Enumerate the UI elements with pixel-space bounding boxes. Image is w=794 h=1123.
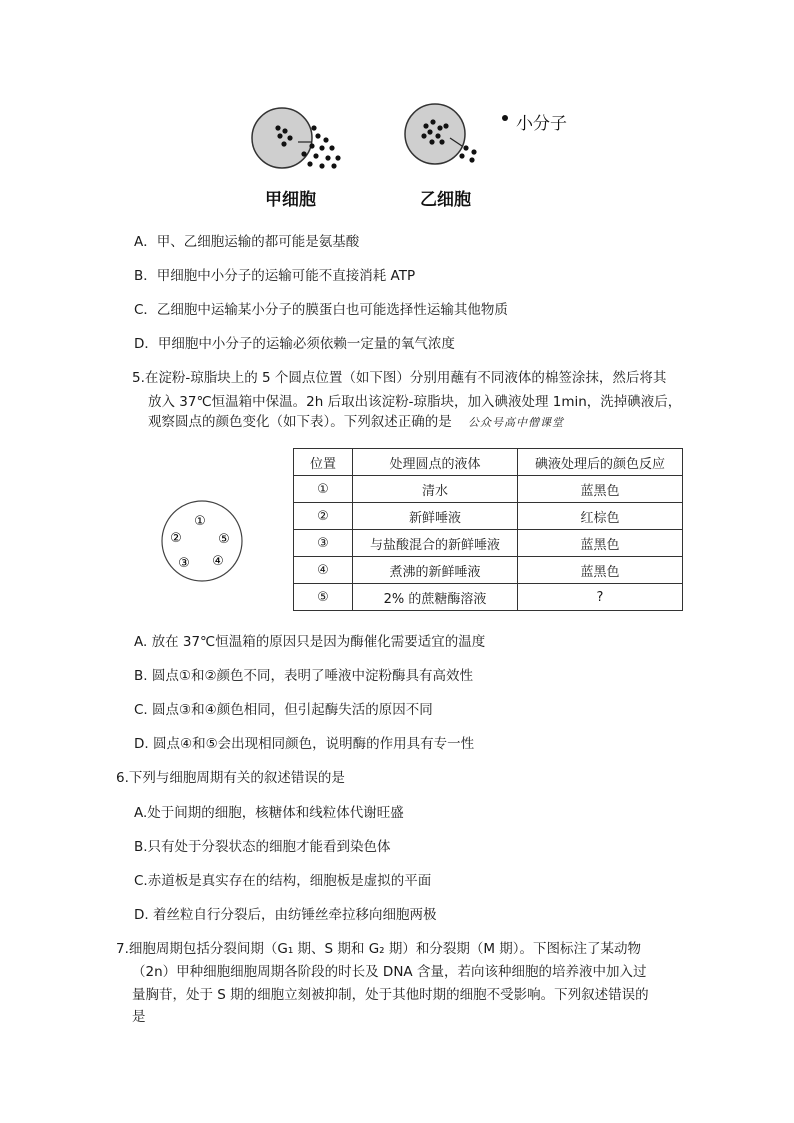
table-header-color: 碘液处理后的颜色反应 [518, 449, 683, 476]
q7-stem-line-4: 是 [132, 1009, 146, 1025]
q6-option-c: C.赤道板是真实存在的结构，细胞板是虚拟的平面 [134, 873, 432, 889]
small-molecule-legend-label: 小分子 [516, 114, 567, 134]
circle-mark-1: ① [194, 514, 206, 529]
table-row [294, 503, 683, 530]
q5-option-c: C. 圆点③和④颜色相同，但引起酶失活的原因不同 [134, 702, 433, 718]
table-header-position: 位置 [294, 449, 353, 476]
circle-mark-2: ② [170, 531, 182, 546]
table-cell: 蓝黑色 [518, 557, 683, 584]
table-cell: 新鲜唾液 [353, 503, 518, 530]
circle-mark-4: ④ [212, 554, 224, 569]
table-cell: 蓝黑色 [518, 530, 683, 557]
small-molecule-legend-dot [502, 115, 508, 121]
cell-b-label: 乙细胞 [420, 190, 471, 210]
watermark-text: 公众号高中僧课堂 [468, 416, 565, 429]
q6-option-b: B.只有处于分裂状态的细胞才能看到染色体 [134, 839, 391, 855]
table-cell: 煮沸的新鲜唾液 [353, 557, 518, 584]
table-row [294, 557, 683, 584]
q6-option-a: A.处于间期的细胞，核糖体和线粒体代谢旺盛 [134, 805, 404, 821]
q7-stem-line-1: 7.细胞周期包括分裂间期（G₁ 期、S 期和 G₂ 期）和分裂期（M 期）。下图标注了某动物 [116, 941, 642, 957]
cell-a-diagram [252, 108, 341, 169]
q5-option-b: B. 圆点①和②颜色不同，表明了唾液中淀粉酶具有高效性 [134, 668, 474, 684]
table-cell: 红棕色 [518, 503, 683, 530]
q4-option-d: D．甲细胞中小分子的运输必须依赖一定量的氧气浓度 [134, 336, 455, 352]
table-row [294, 584, 683, 611]
q5-stem-line-2: 放入 37℃恒温箱中保温。2h 后取出该淀粉-琼脂块，加入碘液处理 1min，洗掉碘液后， [148, 394, 682, 410]
q7-stem-line-3: 量胸苷，处于 S 期的细胞立刻被抑制，处于其他时期的细胞不受影响。下列叙述错误的 [132, 987, 649, 1003]
q5-stem-line-1: 5.在淀粉-琼脂块上的 5 个圆点位置（如下图）分别用蘸有不同液体的棉签涂抹，然后将其 [132, 370, 667, 386]
table-cell: ⑤ [294, 584, 353, 611]
table-header-row [294, 449, 683, 476]
q4-option-c: C．乙细胞中运输某小分子的膜蛋白也可能选择性运输其他物质 [134, 302, 508, 318]
table-cell: 清水 [353, 476, 518, 503]
q5-results-table [293, 448, 683, 611]
table-header-liquid: 处理圆点的液体 [353, 449, 518, 476]
cell-transport-figure [240, 98, 600, 218]
q6-option-d: D. 着丝粒自行分裂后，由纺锤丝牵拉移向细胞两极 [134, 907, 437, 923]
table-row [294, 476, 683, 503]
q5-stem-line-3-text: 观察圆点的颜色变化（如下表）。下列叙述正确的是 [148, 414, 452, 430]
circle-mark-5: ⑤ [218, 532, 230, 547]
q7-stem-line-2: （2n）甲种细胞细胞周期各阶段的时长及 DNA 含量，若向该种细胞的培养液中加入过 [132, 964, 647, 980]
circle-mark-3: ③ [178, 556, 190, 571]
table-cell: ③ [294, 530, 353, 557]
table-cell: ② [294, 503, 353, 530]
table-cell: ? [518, 584, 683, 611]
cell-b-diagram [405, 104, 477, 164]
table-cell: 蓝黑色 [518, 476, 683, 503]
table-cell: ① [294, 476, 353, 503]
q5-stem-line-3 [148, 413, 564, 432]
cell-a-label: 甲细胞 [265, 190, 316, 210]
table-cell: 与盐酸混合的新鲜唾液 [353, 530, 518, 557]
agar-block-circle-diagram [152, 497, 252, 587]
q4-option-a: A．甲、乙细胞运输的都可能是氨基酸 [134, 234, 360, 250]
table-cell: 2% 的蔗糖酶溶液 [353, 584, 518, 611]
q5-option-d: D. 圆点④和⑤会出现相同颜色，说明酶的作用具有专一性 [134, 736, 475, 752]
q5-option-a: A. 放在 37℃恒温箱的原因只是因为酶催化需要适宜的温度 [134, 634, 486, 650]
q4-option-b: B．甲细胞中小分子的运输可能不直接消耗 ATP [134, 268, 416, 284]
table-cell: ④ [294, 557, 353, 584]
table-row [294, 530, 683, 557]
q6-stem: 6.下列与细胞周期有关的叙述错误的是 [116, 770, 345, 786]
